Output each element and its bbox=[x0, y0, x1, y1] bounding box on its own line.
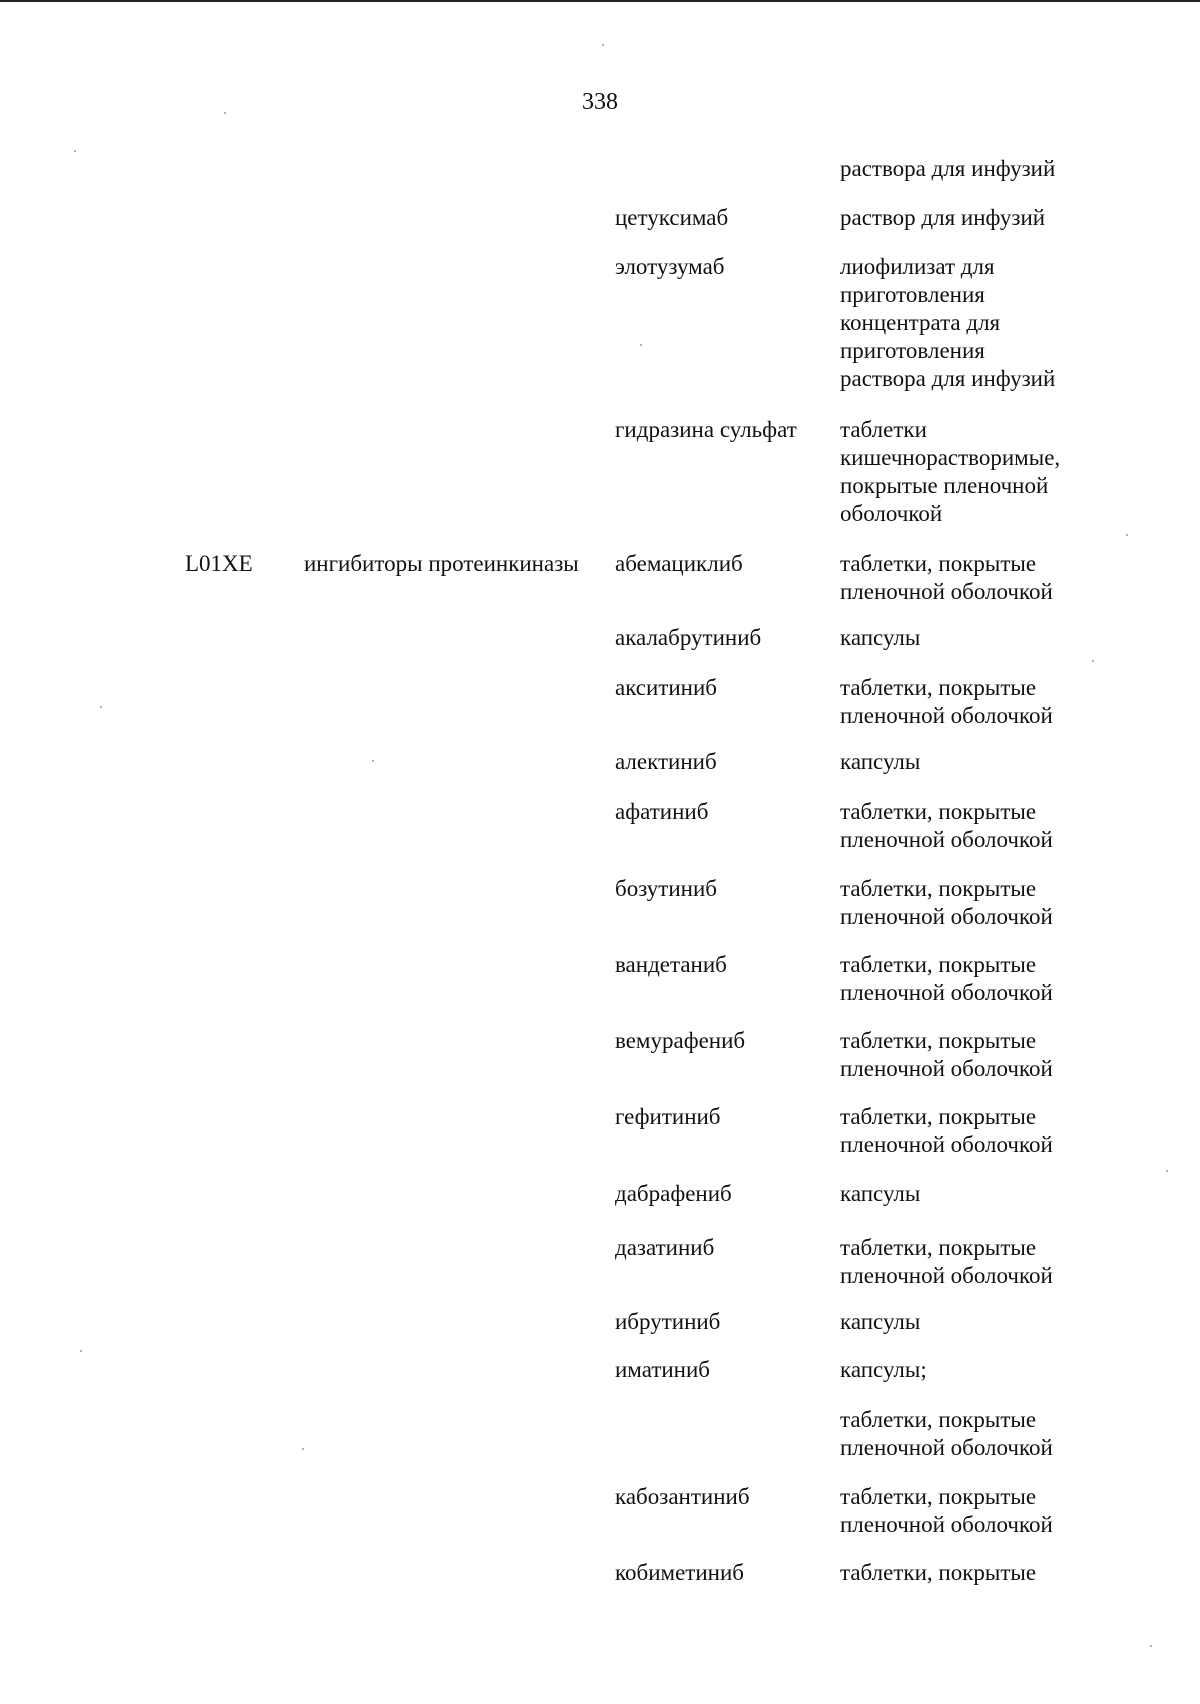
scan-speck bbox=[74, 150, 76, 152]
scan-speck bbox=[80, 1350, 82, 1352]
drug-name: элотузумаб bbox=[615, 254, 725, 279]
dosage-form-line: капсулы bbox=[840, 1181, 921, 1206]
drug-name: кабозантиниб bbox=[615, 1484, 750, 1509]
dosage-form-line: лиофилизат для bbox=[840, 254, 995, 279]
atc-code: L01XE bbox=[185, 551, 253, 576]
dosage-form-line: капсулы; bbox=[840, 1357, 927, 1382]
dosage-form-line: пленочной оболочкой bbox=[840, 579, 1053, 604]
dosage-form-line: оболочкой bbox=[840, 501, 943, 526]
drug-name: акситиниб bbox=[615, 675, 718, 700]
dosage-form-line: пленочной оболочкой bbox=[840, 904, 1053, 929]
drug-name: дабрафениб bbox=[615, 1181, 732, 1206]
drug-name: вемурафениб bbox=[615, 1028, 746, 1053]
dosage-form-line: приготовления bbox=[840, 338, 985, 363]
dosage-form-line: кишечнорастворимые, bbox=[840, 445, 1061, 470]
drug-name: вандетаниб bbox=[615, 952, 727, 977]
atc-group-name: ингибиторы протеинкиназы bbox=[304, 551, 579, 576]
scan-speck bbox=[1150, 1645, 1152, 1647]
page-top-border bbox=[0, 0, 1200, 2]
dosage-form-line: таблетки, покрытые bbox=[840, 1104, 1037, 1129]
drug-name: гефитиниб bbox=[615, 1104, 721, 1129]
dosage-form-line: таблетки, покрытые bbox=[840, 952, 1037, 977]
dosage-form-line: пленочной оболочкой bbox=[840, 703, 1053, 728]
dosage-form-line: капсулы bbox=[840, 1309, 921, 1334]
dosage-form-line: таблетки, покрытые bbox=[840, 675, 1037, 700]
dosage-form-line: раствор для инфузий bbox=[840, 205, 1046, 230]
dosage-form-line: таблетки, покрытые bbox=[840, 551, 1037, 576]
dosage-form-line: таблетки, покрытые bbox=[840, 1407, 1037, 1432]
dosage-form-line: таблетки, покрытые bbox=[840, 799, 1037, 824]
scan-speck bbox=[1166, 1170, 1168, 1172]
dosage-form-line: капсулы bbox=[840, 625, 921, 650]
scan-speck bbox=[1092, 660, 1094, 662]
dosage-form-line: раствора для инфузий bbox=[840, 366, 1056, 391]
dosage-form-line: капсулы bbox=[840, 749, 921, 774]
dosage-form-line: приготовления bbox=[840, 282, 985, 307]
dosage-form-line: пленочной оболочкой bbox=[840, 1435, 1053, 1460]
dosage-form-line: таблетки, покрытые bbox=[840, 1560, 1037, 1585]
page-number: 338 bbox=[582, 89, 618, 115]
dosage-form-line: концентрата для bbox=[840, 310, 1001, 335]
drug-name: дазатиниб bbox=[615, 1235, 715, 1260]
dosage-form-line: таблетки, покрытые bbox=[840, 1028, 1037, 1053]
drug-name: гидразина сульфат bbox=[615, 417, 797, 442]
dosage-form-line: покрытые пленочной bbox=[840, 473, 1049, 498]
scan-speck bbox=[302, 1448, 304, 1450]
dosage-form-line: пленочной оболочкой bbox=[840, 1263, 1053, 1288]
scan-speck bbox=[1126, 534, 1128, 536]
dosage-form-line: пленочной оболочкой bbox=[840, 1056, 1053, 1081]
scan-speck bbox=[224, 112, 226, 114]
dosage-form-line: таблетки bbox=[840, 417, 927, 442]
dosage-form-line: пленочной оболочкой bbox=[840, 1132, 1053, 1157]
scan-speck bbox=[100, 706, 102, 708]
drug-name: ибрутиниб bbox=[615, 1309, 721, 1334]
drug-name: кобиметиниб bbox=[615, 1560, 744, 1585]
drug-name: алектиниб bbox=[615, 749, 717, 774]
drug-name: афатиниб bbox=[615, 799, 709, 824]
dosage-form-line: пленочной оболочкой bbox=[840, 1512, 1053, 1537]
dosage-form-line: таблетки, покрытые bbox=[840, 1484, 1037, 1509]
drug-name: цетуксимаб bbox=[615, 205, 729, 230]
dosage-form-line: раствора для инфузий bbox=[840, 156, 1056, 181]
scan-speck bbox=[372, 760, 374, 762]
dosage-form-line: таблетки, покрытые bbox=[840, 1235, 1037, 1260]
dosage-form-line: пленочной оболочкой bbox=[840, 827, 1053, 852]
drug-name: абемациклиб bbox=[615, 551, 743, 576]
drug-name: иматиниб bbox=[615, 1357, 710, 1382]
drug-name: акалабрутиниб bbox=[615, 625, 762, 650]
dosage-form-line: пленочной оболочкой bbox=[840, 980, 1053, 1005]
drug-name: бозутиниб bbox=[615, 876, 717, 901]
dosage-form-line: таблетки, покрытые bbox=[840, 876, 1037, 901]
scan-speck bbox=[602, 44, 604, 46]
scan-speck bbox=[640, 344, 642, 346]
